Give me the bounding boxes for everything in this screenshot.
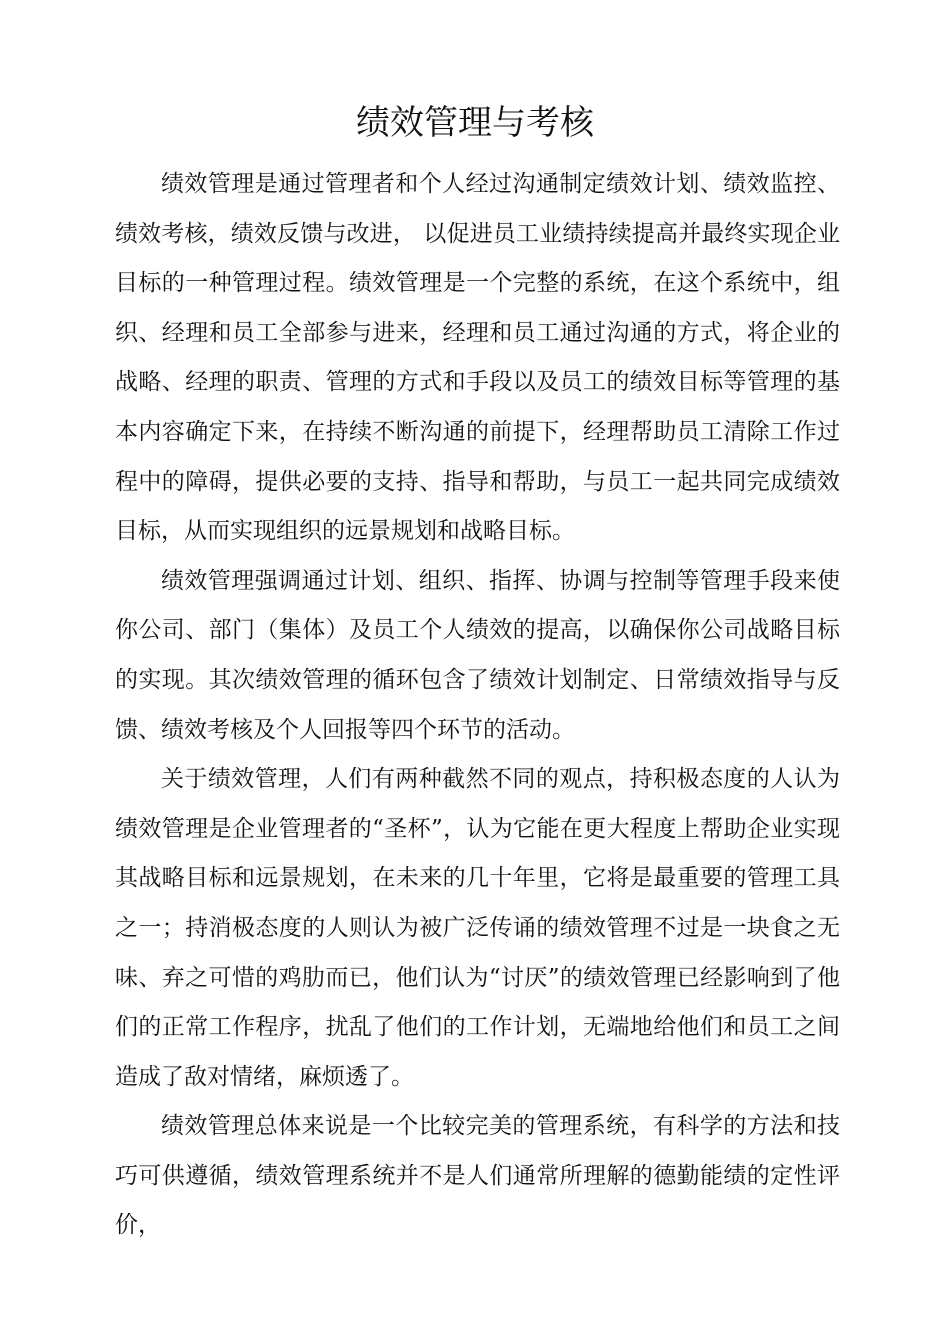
paragraph-2: 绩效管理强调通过计划、组织、指挥、协调与控制等管理手段来使你公司、部门（集体）及员工个人绩效的提高，以确保你公司战略目标的实现。其次绩效管理的循环包含了绩效计划制定、日常绩效指导与反馈、绩效考核及个人回报等四个环节的活动。 [115, 567, 840, 743]
paragraph-4: 绩效管理总体来说是一个比较完美的管理系统，有科学的方法和技巧可供遵循，绩效管理系统并不是人们通常所理解的德勤能绩的定性评价， [115, 1113, 840, 1239]
document-body [115, 160, 840, 1251]
paragraph-3: 关于绩效管理，人们有两种截然不同的观点，持积极态度的人认为绩效管理是企业管理者的“圣杯”，认为它能在更大程度上帮助企业实现其战略目标和远景规划，在未来的几十年里，它将是最重要的管理工具之一；持消极态度的人则认为被广泛传诵的绩效管理不过是一块食之无味、弃之可惜的鸡肋而已，他们认为“讨厌”的绩效管理已经影响到了他们的正常工作程序，扰乱了他们的工作计划，无端地给他们和员工之间造成了敌对情绪，麻烦透了。 [115, 766, 840, 1090]
document-title: 绩效管理与考核 [356, 103, 594, 143]
paragraph-1: 绩效管理是通过管理者和个人经过沟通制定绩效计划、绩效监控、绩效考核，绩效反馈与改进， 以促进员工业绩持续提高并最终实现企业目标的一种管理过程。绩效管理是一个完整的系统，在这个系统中，组织、经理和员工全部参与进来，经理和员工通过沟通的方式，将企业的战略、经理的职责、管理的方式和手段以及员工的绩效目标等管理的基本内容确定下来，在持续不断沟通的前提下，经理帮助员工清除工作过程中的障碍，提供必要的支持、指导和帮助，与员工一起共同完成绩效目标，从而实现组织的远景规划和战略目标。 [115, 171, 840, 545]
